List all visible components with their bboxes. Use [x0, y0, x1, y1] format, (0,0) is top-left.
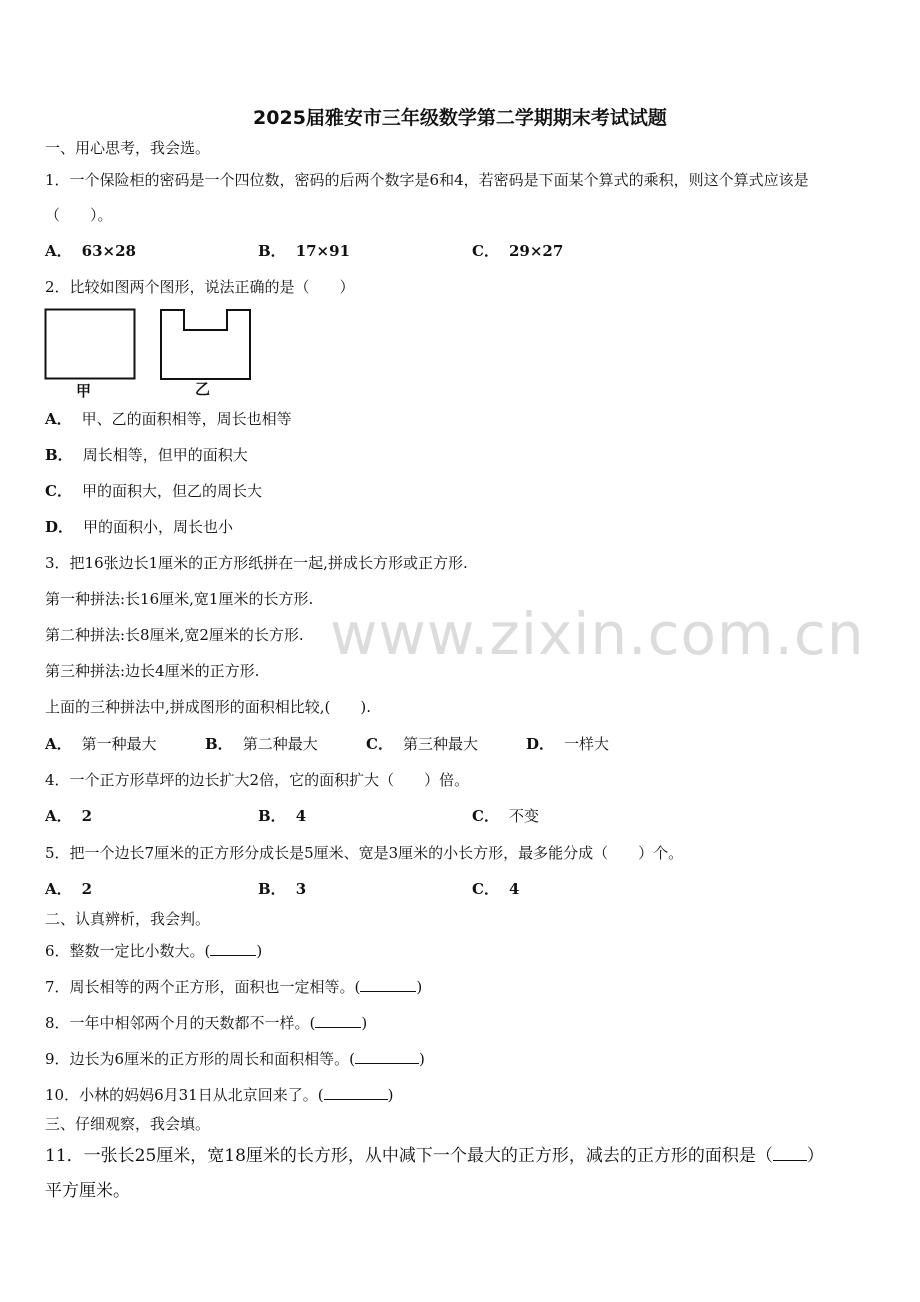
question-11: 11．一张长25厘米，宽18厘米的长方形，从中减下一个最大的正方形，减去的正方形的面积是（ ）	[45, 1146, 824, 1166]
question-4-text: 4．一个正方形草坪的边长扩大2倍，它的面积扩大（ ）倍。	[45, 771, 470, 789]
question-1-text: 1．一个保险柜的密码是一个四位数，密码的后两个数字是6和4，若密码是下面某个算式的乘积，则这个算式应该是	[45, 171, 809, 189]
shape-jia-rectangle	[46, 310, 135, 379]
watermark: www.zixin.com.cn	[330, 600, 865, 668]
q4-option-a: A． 2	[45, 807, 93, 825]
figure-label-jia: 甲	[76, 382, 92, 400]
section-heading-1: 一、用心思考，我会选。	[45, 139, 211, 157]
shapes-figure	[44, 308, 256, 384]
figure-label-yi: 乙	[195, 380, 211, 398]
question-3-text: 3．把16张边长1厘米的正方形纸拼在一起,拼成长方形或正方形.	[45, 554, 468, 572]
q3-option-d: D． 一样大	[526, 735, 610, 753]
question-3-method-3: 第三种拼法:边长4厘米的正方形.	[45, 662, 260, 680]
section-heading-3: 三、仔细观察，我会填。	[45, 1115, 211, 1133]
page-title: 2025届雅安市三年级数学第二学期期末考试试题	[253, 107, 667, 129]
q2-option-c: C． 甲的面积大，但乙的周长大	[45, 482, 262, 500]
q1-option-a: A． 63×28	[45, 242, 136, 260]
question-1-blank: （ ）。	[45, 206, 113, 224]
q3-option-b: B． 第二种最大	[205, 735, 318, 753]
q4-option-b: B． 4	[258, 807, 307, 825]
question-3-method-1: 第一种拼法:长16厘米,宽1厘米的长方形.	[45, 590, 314, 608]
q5-option-b: B． 3	[258, 880, 307, 898]
q2-option-d: D． 甲的面积小，周长也小	[45, 518, 234, 536]
question-3-prompt: 上面的三种拼法中,拼成图形的面积相比较,( ).	[45, 698, 372, 716]
question-10: 10．小林的妈妈6月31日从北京回来了。( )	[45, 1086, 394, 1104]
q3-option-c: C． 第三种最大	[366, 735, 478, 753]
question-8: 8．一年中相邻两个月的天数都不一样。( )	[45, 1014, 368, 1032]
question-3-method-2: 第二种拼法:长8厘米,宽2厘米的长方形.	[45, 626, 304, 644]
shape-yi-notched-rectangle	[161, 310, 250, 379]
q5-option-a: A． 2	[45, 880, 93, 898]
q1-option-b: B． 17×91	[258, 242, 351, 260]
q5-option-c: C． 4	[472, 880, 520, 898]
question-11-unit: 平方厘米。	[45, 1181, 130, 1201]
question-9: 9．边长为6厘米的正方形的周长和面积相等。( )	[45, 1050, 425, 1068]
q1-option-c: C． 29×27	[472, 242, 564, 260]
q2-option-b: B． 周长相等，但甲的面积大	[45, 446, 248, 464]
question-7: 7．周长相等的两个正方形，面积也一定相等。( )	[45, 978, 423, 996]
section-heading-2: 二、认真辨析，我会判。	[45, 910, 211, 928]
question-2-text: 2．比较如图两个图形，说法正确的是（ ）	[45, 278, 355, 296]
q2-option-a: A． 甲、乙的面积相等，周长也相等	[45, 410, 292, 428]
question-5-text: 5．把一个边长7厘米的正方形分成长是5厘米、宽是3厘米的小长方形，最多能分成（ ）个。	[45, 844, 684, 862]
question-6: 6．整数一定比小数大。( )	[45, 942, 263, 960]
q4-option-c: C． 不变	[472, 807, 539, 825]
q3-option-a: A． 第一种最大	[45, 735, 157, 753]
